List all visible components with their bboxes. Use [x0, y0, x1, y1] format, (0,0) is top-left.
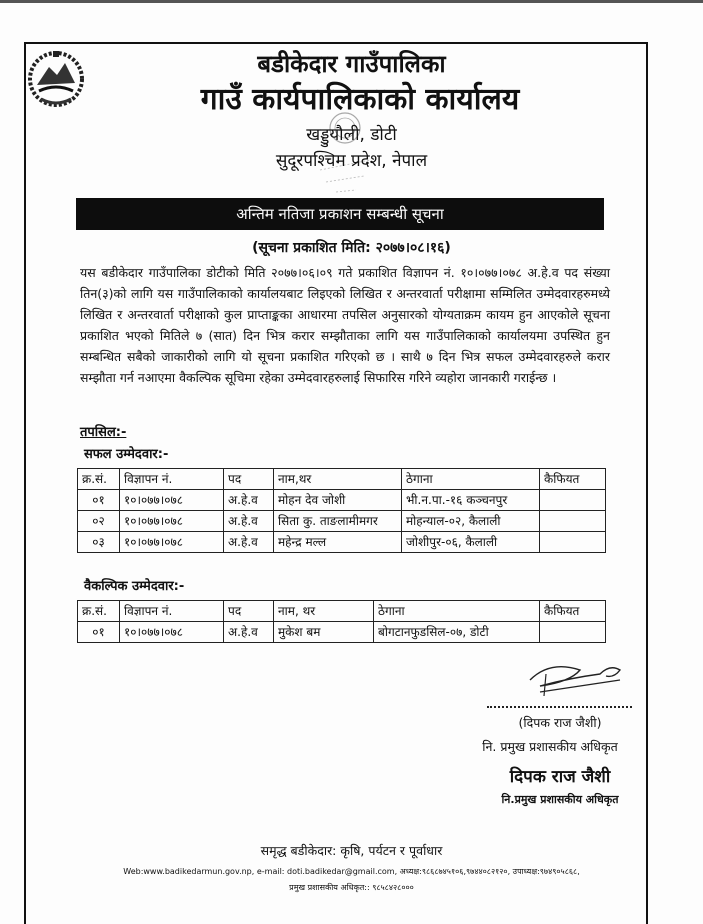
table-header-row [78, 601, 606, 622]
alternate-candidates-table [77, 600, 606, 643]
cell-post: अ.हे.व [224, 490, 274, 511]
cell-remarks [540, 490, 606, 511]
alternate-heading: वैकल्पिक उम्मेदवार:- [84, 579, 185, 594]
cell-remarks [540, 532, 606, 553]
cell-ad-no: १०।०७७।०७८ [120, 622, 224, 643]
seal-title: नि.प्रमुख प्रशासकीय अधिकृत [501, 793, 619, 806]
cell-sn: ०२ [78, 511, 120, 532]
notice-body: यस बडीकेदार गाउँपालिका डोटीको मिति २०७७।०६।०९ गते प्रकाशित विज्ञापन नं. १०।०७७।०७८ अ.हे.व पद संख्या तिन(३)को लागि यस गाउँपालिकाको कार्यालयबाट लिइएको लिखित र अन्तरवार्ता परीक्षामा सम्मिलित उम्मेदवारहरुमध्ये लिखित र अन्तरवार्ता परीक्षाको कुल प्राप्ताङ्कका आधारमा तपसिल अनुसारको योग्यताक्रम कायम हुन आएकोले सूचना प्रकाशित भएको मितिले ७ (सात) दिन भित्र करार सम्झौताका लागि यस गाउँपालिकाको कार्यालयमा उपस्थित हुन सम्बन्धित सबैको जाकारीको लागि यो सूचना प्रकाशित गरिएको छ । साथै ७ दिन भित्र सफल उम्मेदवारहरुले करार सम्झौता गर्न नआएमा वैकल्पिक सूचिमा रहेका उम्मेदवारहरुलाई सिफारिस गरिने व्यहोरा जानकारी गराईन्छ । [80, 265, 610, 385]
office-name: गाउँ कार्यपालिकाको कार्यालय [200, 82, 520, 117]
address-line-1: खड्डुयौली, डोटी [306, 125, 397, 145]
cell-ad-no: १०।०७७।०७८ [120, 490, 224, 511]
notice-published-date: (सूचना प्रकाशित मिति: २०७७।०८।१६) [252, 240, 451, 256]
cell-name: मोहन देव जोशी [274, 490, 402, 511]
notice-title-banner: अन्तिम नतिजा प्रकाशन सम्बन्धी सूचना [76, 198, 604, 230]
signatory-name: (दिपक राज जैशी) [518, 715, 602, 730]
footer-motto: समृद्ध बडीकेदार: कृषि, पर्यटन र पूर्वाधार [260, 843, 443, 858]
table-header-row [78, 469, 606, 490]
col-name: नाम,थर [274, 469, 402, 490]
handwritten-signature [510, 652, 630, 702]
cell-name: सिता कु. ताङलामीमगर [274, 511, 402, 532]
address-line-2: सुदूरपश्चिम प्रदेश, नेपाल [275, 151, 428, 171]
cell-post: अ.हे.व [224, 532, 274, 553]
cell-address: बोगटानफुडसिल-०७, डोटी [374, 622, 540, 643]
successful-heading: सफल उम्मेदवार:- [84, 447, 169, 462]
col-post: पद [224, 469, 274, 490]
col-name: नाम, थर [274, 601, 374, 622]
cell-sn: ०३ [78, 532, 120, 553]
cell-sn: ०१ [78, 490, 120, 511]
successful-candidates-table [77, 468, 606, 553]
municipality-name: बडीकेदार गाउँपालिका [257, 50, 446, 78]
col-address: ठेगाना [374, 601, 540, 622]
table-row [78, 511, 606, 532]
col-sn: क्र.सं. [78, 601, 120, 622]
cell-name: मुकेश बम [274, 622, 374, 643]
cell-address: जोशीपुर-०६, कैलाली [402, 532, 540, 553]
col-ad-no: विज्ञापन नं. [120, 601, 224, 622]
col-remarks: कैफियत [540, 601, 606, 622]
col-post: पद [224, 601, 274, 622]
col-address: ठेगाना [402, 469, 540, 490]
cell-address: भी.न.पा.-१६ कञ्चनपुर [402, 490, 540, 511]
cell-sn: ०१ [78, 622, 120, 643]
signature-line [487, 706, 632, 708]
details-label: तपसिल:- [80, 425, 127, 440]
cell-name: महेन्द्र मल्ल [274, 532, 402, 553]
cell-ad-no: १०।०७७।०७८ [120, 532, 224, 553]
col-sn: क्र.सं. [78, 469, 120, 490]
table-row [78, 532, 606, 553]
cell-post: अ.हे.व [224, 511, 274, 532]
col-remarks: कैफियत [540, 469, 606, 490]
footer-contact: Web:www.badikedarmun.gov.np, e-mail: doti.badikedar@gmail.com, अध्यक्ष:९८६८७४५१०६,९७४४०८२१२०, उपाध्यक्ष:९७४९०५८६८, [123, 867, 580, 876]
cell-remarks [540, 622, 606, 643]
signatory-title: नि. प्रमुख प्रशासकीय अधिकृत [482, 739, 618, 754]
cell-ad-no: १०।०७७।०७८ [120, 511, 224, 532]
cell-post: अ.हे.व [224, 622, 274, 643]
seal-name: दिपक राज जैशी [509, 767, 611, 787]
scan-edge [0, 0, 703, 3]
footer-contact-cao: प्रमुख प्रशासकीय अधिकृत:: ९८५८४२८००० [289, 883, 414, 892]
table-row [78, 622, 606, 643]
cell-remarks [540, 511, 606, 532]
table-row [78, 490, 606, 511]
cell-address: मोहन्याल-०२, कैलाली [402, 511, 540, 532]
col-ad-no: विज्ञापन नं. [120, 469, 224, 490]
